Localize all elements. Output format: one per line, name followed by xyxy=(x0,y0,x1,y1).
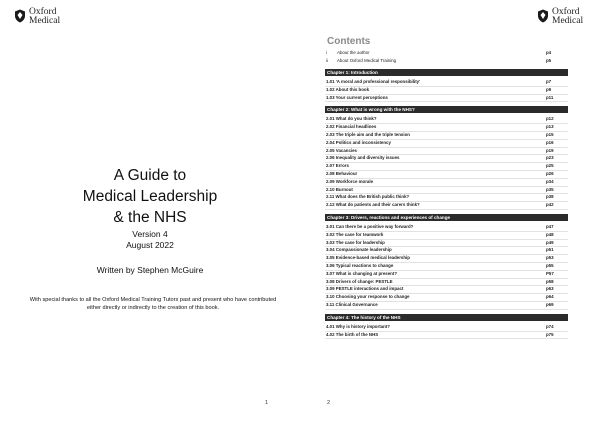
toc-entry-page: p64 xyxy=(546,294,554,300)
chapter-section xyxy=(325,69,568,102)
toc-entry[interactable] xyxy=(325,79,568,87)
chapter-list xyxy=(325,69,568,339)
toc-entry-page: p42 xyxy=(546,202,554,208)
contents-heading: Contents xyxy=(327,36,371,47)
toc-entry[interactable] xyxy=(325,95,568,103)
toc-entry-label: 2.12 What do patients and their carers think? xyxy=(326,202,420,208)
toc-entry-label: 3.01 Can there be a positive way forward? xyxy=(326,223,414,229)
front-matter xyxy=(325,49,568,65)
toc-entry[interactable] xyxy=(325,116,568,124)
toc-entry-page: p11 xyxy=(546,94,554,100)
toc-entry[interactable] xyxy=(325,179,568,187)
toc-entry-label: 1.01 'A moral and professional responsibility' xyxy=(326,79,421,84)
title-line-1: A Guide to xyxy=(113,167,187,184)
toc-front-row[interactable] xyxy=(325,49,568,57)
toc-entry-page: p16 xyxy=(546,139,554,145)
toc-entry-page: p12 xyxy=(546,116,554,122)
toc-entry[interactable] xyxy=(325,332,568,340)
toc-entry-label: 2.08 Behaviour xyxy=(326,170,358,176)
toc-entry[interactable] xyxy=(325,171,568,179)
toc-entry-label: 3.05 Evidence-based medical leadership xyxy=(326,255,410,261)
brand-line-1: Oxford xyxy=(29,7,57,17)
toc-entry-page: p47 xyxy=(546,223,554,229)
toc-entry-page: p38 xyxy=(546,194,554,200)
front-label: About Oxford Medical Training xyxy=(337,58,397,63)
chapter-section xyxy=(325,214,568,310)
toc-entry-label: 3.06 Typical reactions to change xyxy=(326,262,394,268)
toc-entry-page: p35 xyxy=(546,186,554,192)
toc-entry-page: p49 xyxy=(546,239,554,245)
toc-entry[interactable] xyxy=(325,124,568,132)
brand-logo-right xyxy=(537,8,583,26)
toc-entry[interactable] xyxy=(325,324,568,332)
version-text: Version 4 xyxy=(132,229,168,239)
toc-entry[interactable] xyxy=(325,87,568,95)
toc-entry[interactable] xyxy=(325,140,568,148)
toc-entry[interactable] xyxy=(325,194,568,202)
toc-entry-page: p26 xyxy=(546,170,554,176)
toc-entry-page: p13 xyxy=(546,124,554,130)
front-page: p5 xyxy=(546,58,552,63)
toc-entry-label: 2.11 What does the British public think? xyxy=(326,194,410,200)
toc-entry-page: p48 xyxy=(546,231,554,237)
toc-entry[interactable] xyxy=(325,263,568,271)
toc-entry[interactable] xyxy=(325,286,568,294)
toc-entry[interactable] xyxy=(325,155,568,163)
toc-entry-label: 3.04 Compassionate leadership xyxy=(326,247,392,253)
chapter-heading: Chapter 2: What is wrong with the NHS? xyxy=(325,106,568,113)
toc-entry-page: p75 xyxy=(546,331,554,337)
chapter-section xyxy=(325,106,568,210)
toc-entry-label: 2.03 The triple aim and the triple tension xyxy=(326,131,410,137)
toc-entry[interactable] xyxy=(325,240,568,248)
date-text: August 2022 xyxy=(126,240,174,250)
front-num: ii xyxy=(326,58,328,63)
toc-entry-label: 2.07 Errors xyxy=(326,163,349,169)
toc-entry[interactable] xyxy=(325,255,568,263)
toc-entry-label: 1.02 About this book xyxy=(326,86,370,92)
toc-entry-label: 3.03 The case for leadership xyxy=(326,239,385,245)
brand-line-2: Medical xyxy=(552,16,584,26)
toc-entry-page: p25 xyxy=(546,163,554,169)
toc-entry-label: 2.05 Vacancies xyxy=(326,147,358,153)
toc-entry-label: 4.02 The birth of the NHS xyxy=(326,331,379,337)
crest-icon xyxy=(537,9,549,23)
toc-entry-page: p55 xyxy=(546,262,554,268)
toc-entry[interactable] xyxy=(325,224,568,232)
page-number-right: 2 xyxy=(327,400,331,406)
chapter-heading: Chapter 1: Introduction xyxy=(325,69,568,76)
toc-entry[interactable] xyxy=(325,132,568,140)
toc-entry-page: p9 xyxy=(546,86,552,92)
author-text: Written by Stephen McGuire xyxy=(96,265,204,275)
brand-line-2: Medical xyxy=(29,16,61,26)
toc-entry-page: p34 xyxy=(546,178,554,184)
toc-entry-page: p53 xyxy=(546,255,554,261)
toc-entry-label: 2.01 What do you think? xyxy=(326,116,377,122)
toc-entry[interactable] xyxy=(325,232,568,240)
toc-entry[interactable] xyxy=(325,187,568,195)
toc-entry-label: 2.04 Politics and inconsistency xyxy=(326,139,391,145)
toc-entry-label: 2.09 Workforce morale xyxy=(326,178,374,184)
version-block xyxy=(0,229,300,251)
toc-entry-page: P57 xyxy=(546,270,554,276)
toc-entry[interactable] xyxy=(325,163,568,171)
toc-entry-label: 3.09 PESTLE interactions and impact xyxy=(326,286,404,292)
toc-entry-page: p23 xyxy=(546,155,554,161)
toc-entry[interactable] xyxy=(325,148,568,156)
front-page: p4 xyxy=(546,50,552,55)
toc-entry-label: 3.07 What is changing at present? xyxy=(326,270,397,276)
toc-entry[interactable] xyxy=(325,302,568,310)
toc-entry-label: 1.03 Your current perceptions xyxy=(326,94,388,100)
toc-entry-page: p7 xyxy=(546,79,552,84)
toc-entry-page: p19 xyxy=(546,147,554,153)
table-of-contents xyxy=(325,49,568,339)
toc-entry-page: p74 xyxy=(546,323,554,329)
toc-entry[interactable] xyxy=(325,279,568,287)
toc-entry[interactable] xyxy=(325,294,568,302)
brand-line-1: Oxford xyxy=(552,7,580,17)
toc-entry-label: 3.08 Drivers of change: PESTLE xyxy=(326,278,393,284)
toc-entry-page: p69 xyxy=(546,301,554,307)
toc-entry-page: p58 xyxy=(546,278,554,284)
toc-entry[interactable] xyxy=(325,202,568,210)
toc-entry-label: 3.10 Choosing your response to change xyxy=(326,294,410,300)
toc-entry-label: 3.11 Clinical Governance xyxy=(326,301,378,307)
page-number-left: 1 xyxy=(265,400,269,406)
toc-entry-label: 3.02 The case for teamwork xyxy=(326,231,384,237)
front-num: i xyxy=(326,50,327,55)
book-title xyxy=(0,165,300,228)
toc-entry-label: 2.06 Inequality and diversity issues xyxy=(326,155,400,161)
front-label: About the author xyxy=(337,50,370,55)
toc-entry-page: p51 xyxy=(546,247,554,253)
toc-entry-label: 4.01 Why is history important? xyxy=(326,323,390,329)
toc-entry-page: p63 xyxy=(546,286,554,292)
toc-entry-page: p15 xyxy=(546,131,554,137)
toc-entry[interactable] xyxy=(325,271,568,279)
acknowledgement-text: With special thanks to all the Oxford Medical Training Tutors past and present who have contributed either directly or indirectly to the creation of this book. xyxy=(29,297,277,311)
toc-entry[interactable] xyxy=(325,247,568,255)
toc-front-row[interactable] xyxy=(325,57,568,65)
chapter-heading: Chapter 3: Drivers, reactions and experiences of change xyxy=(325,214,568,221)
title-line-2: Medical Leadership xyxy=(82,188,218,205)
crest-icon xyxy=(14,9,26,23)
brand-logo xyxy=(14,8,60,26)
toc-entry-label: 2.02 Financial headlines xyxy=(326,124,377,130)
toc-entry-label: 2.10 Burnout xyxy=(326,186,353,192)
chapter-section xyxy=(325,314,568,340)
chapter-heading: Chapter 4: The history of the NHS xyxy=(325,314,568,321)
title-line-3: & the NHS xyxy=(113,209,187,226)
